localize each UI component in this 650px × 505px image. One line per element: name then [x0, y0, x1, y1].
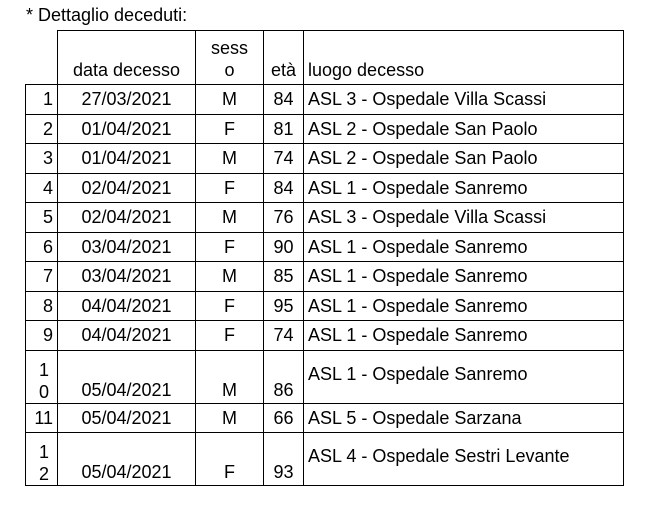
row-age: 93 [264, 433, 304, 486]
header-date: data decesso [58, 31, 196, 85]
table-row [26, 262, 624, 292]
row-number: 5 [26, 203, 58, 233]
table-row [26, 350, 624, 403]
row-place: ASL 1 - Ospedale Sanremo [304, 291, 624, 321]
row-sex: F [196, 321, 264, 351]
header-place: luogo decesso [304, 31, 624, 85]
row-sex: M [196, 350, 264, 403]
row-sex: F [196, 114, 264, 144]
row-number: 3 [26, 144, 58, 174]
row-date: 04/04/2021 [58, 291, 196, 321]
row-sex: F [196, 291, 264, 321]
row-age: 74 [264, 321, 304, 351]
row-date: 04/04/2021 [58, 321, 196, 351]
row-place: ASL 5 - Ospedale Sarzana [304, 403, 624, 433]
row-number: 11 [26, 403, 58, 433]
row-age: 86 [264, 350, 304, 403]
row-place: ASL 1 - Ospedale Sanremo [304, 262, 624, 292]
row-date: 02/04/2021 [58, 173, 196, 203]
row-number-part2: 2 [39, 464, 50, 484]
row-number: 2 [26, 114, 58, 144]
header-sex-part2: o [224, 60, 235, 80]
row-date: 03/04/2021 [58, 232, 196, 262]
row-number: 6 [26, 232, 58, 262]
table-header-row [26, 31, 624, 85]
row-number-part2: 0 [39, 381, 50, 402]
row-place: ASL 1 - Ospedale Sanremo [304, 350, 624, 403]
row-sex: F [196, 173, 264, 203]
table-row [26, 232, 624, 262]
row-number: 8 [26, 291, 58, 321]
row-number: 4 [26, 173, 58, 203]
table-row [26, 403, 624, 433]
row-age: 84 [264, 85, 304, 115]
row-date: 05/04/2021 [58, 433, 196, 486]
table-row [26, 114, 624, 144]
row-number: 9 [26, 321, 58, 351]
row-age: 66 [264, 403, 304, 433]
row-age: 74 [264, 144, 304, 174]
row-age: 76 [264, 203, 304, 233]
row-number: 7 [26, 262, 58, 292]
row-date: 01/04/2021 [58, 114, 196, 144]
row-sex: M [196, 203, 264, 233]
row-age: 81 [264, 114, 304, 144]
deaths-table [25, 30, 624, 486]
row-number [26, 433, 58, 486]
header-age: età [264, 31, 304, 85]
row-date: 01/04/2021 [58, 144, 196, 174]
row-age: 85 [264, 262, 304, 292]
header-sex-part1: sess [210, 38, 248, 58]
row-place: ASL 1 - Ospedale Sanremo [304, 321, 624, 351]
header-number [26, 31, 58, 85]
row-date: 05/04/2021 [58, 403, 196, 433]
row-sex: F [196, 232, 264, 262]
table-row [26, 144, 624, 174]
row-number-part1: 1 [39, 359, 50, 380]
table-row [26, 321, 624, 351]
row-number: 1 [26, 85, 58, 115]
row-place: ASL 2 - Ospedale San Paolo [304, 144, 624, 174]
section-title: * Dettaglio deceduti: [26, 5, 188, 25]
row-sex: M [196, 403, 264, 433]
row-sex: M [196, 85, 264, 115]
row-date: 05/04/2021 [58, 350, 196, 403]
row-place: ASL 3 - Ospedale Villa Scassi [304, 85, 624, 115]
row-number [26, 350, 58, 403]
header-sex [196, 31, 264, 85]
row-sex: M [196, 144, 264, 174]
row-age: 84 [264, 173, 304, 203]
row-age: 90 [264, 232, 304, 262]
table-row [26, 85, 624, 115]
row-date: 03/04/2021 [58, 262, 196, 292]
table-row [26, 173, 624, 203]
table-row [26, 203, 624, 233]
row-number-part1: 1 [39, 442, 50, 462]
row-sex: M [196, 262, 264, 292]
row-place: ASL 2 - Ospedale San Paolo [304, 114, 624, 144]
row-place: ASL 1 - Ospedale Sanremo [304, 232, 624, 262]
row-sex: F [196, 433, 264, 486]
row-date: 27/03/2021 [58, 85, 196, 115]
table-row [26, 291, 624, 321]
table-row [26, 433, 624, 486]
row-place: ASL 4 - Ospedale Sestri Levante [304, 433, 624, 486]
row-date: 02/04/2021 [58, 203, 196, 233]
row-age: 95 [264, 291, 304, 321]
row-place: ASL 1 - Ospedale Sanremo [304, 173, 624, 203]
row-place: ASL 3 - Ospedale Villa Scassi [304, 203, 624, 233]
